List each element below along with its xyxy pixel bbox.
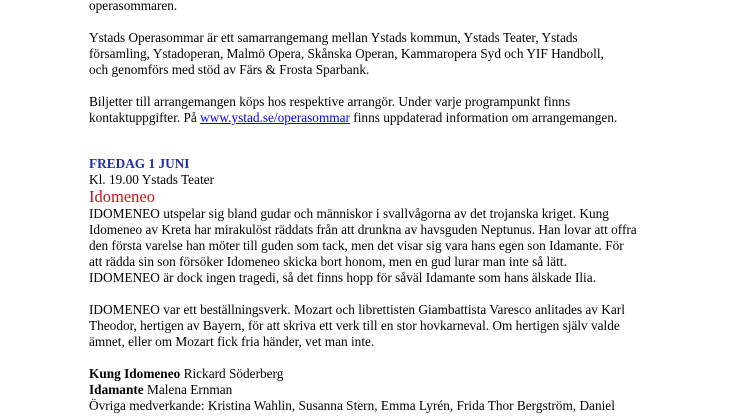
cast-line-idamante [89, 382, 232, 398]
cast-role: Idamante [89, 382, 144, 397]
event-title: Idomeneo [89, 187, 155, 206]
description-1-line-2: Idomeneo av Kreta har mirakulöst räddats från att drunkna av havsguden Neptunus. Han lovar att offra [89, 222, 637, 237]
description-2-line-1: IDOMENEO var ett beställningsverk. Mozart och librettisten Giambattista Varesco anlitades av Karl [89, 302, 625, 317]
description-1-line-1: IDOMENEO utspelar sig bland gudar och människor i svallvågorna av det trojanska kriget. Kung [89, 206, 609, 221]
cast-line-idomeneo [89, 366, 283, 382]
other-performers: Övriga medverkande: Kristina Wahlin, Susanna Stern, Emma Lyrén, Frida Thor Bergström, Daniel [89, 398, 615, 413]
description-2-line-2: Theodor, hertigen av Bayern, för att skriva ett verk till en stor hovkarneval. Om hertigen själv valde [89, 318, 620, 333]
cast-role: Kung Idomeneo [89, 366, 181, 381]
cast-name: Rickard Söderberg [180, 366, 284, 381]
partners-line-2: församling, Ystadoperan, Malmö Opera, Skånska Operan, Kammaropera Syd och YIF Handboll, [89, 46, 604, 61]
tickets-line-2-before: kontaktuppgifter. På [89, 110, 201, 125]
tickets-line-1: Biljetter till arrangemangen köps hos respektive arrangör. Under varje programpunkt finns [89, 94, 571, 109]
partners-line-1: Ystads Operasommar är ett samarrangemang mellan Ystads kommun, Ystads Teater, Ystads [89, 30, 578, 45]
description-2-line-3: ämnet, eller om Mozart fick fria händer, vet man inte. [89, 334, 375, 349]
event-date: FREDAG 1 JUNI [89, 156, 190, 171]
partners-line-3: och genomförs med stöd av Färs & Frosta Sparbank. [89, 62, 370, 77]
intro-tail: operasommaren. [89, 0, 178, 13]
event-time-venue: Kl. 19.00 Ystads Teater [89, 172, 214, 187]
tickets-line-2 [89, 110, 617, 126]
description-1-line-4: att rädda sin son försöker Idomeneo skicka bort honom, men en gud lurar man inte så lätt. [89, 254, 567, 269]
description-1-line-3: den första varelse han möter till guden som tack, men det visar sig vara hans egen son Idamante. För [89, 238, 624, 253]
operasommar-link[interactable]: www.ystad.se/operasommar [200, 110, 350, 125]
cast-name: Malena Ernman [143, 382, 233, 397]
description-1-line-5: IDOMENEO är dock ingen tragedi, så det finns hopp för såväl Idamante som hans älskade Ilia. [89, 270, 596, 285]
tickets-line-2-after: finns uppdaterad information om arrangemangen. [349, 110, 618, 125]
